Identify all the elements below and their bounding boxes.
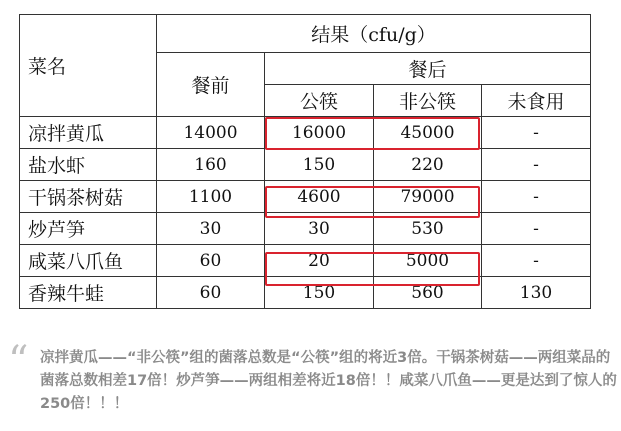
results-table-container xyxy=(19,14,590,315)
dish-name: 凉拌黄瓜 xyxy=(20,117,157,149)
dish-name: 干锅茶树菇 xyxy=(20,181,157,213)
quote-icon: “ xyxy=(8,338,29,384)
before-value: 1100 xyxy=(157,181,265,213)
non-public-value: 560 xyxy=(374,277,482,309)
highlight-box-mushroom xyxy=(265,186,480,218)
before-value: 30 xyxy=(157,213,265,245)
before-value: 60 xyxy=(157,245,265,277)
not-eaten-value: - xyxy=(482,117,591,149)
dish-name: 盐水虾 xyxy=(20,149,157,181)
non-public-value: 79000 xyxy=(374,181,482,213)
public-value: 150 xyxy=(265,149,374,181)
not-eaten-value: - xyxy=(482,149,591,181)
not-eaten-value: - xyxy=(482,245,591,277)
non-public-value: 5000 xyxy=(374,245,482,277)
dish-name: 炒芦笋 xyxy=(20,213,157,245)
non-public-value: 530 xyxy=(374,213,482,245)
highlight-box-cucumber xyxy=(265,117,480,150)
header-row-1 xyxy=(20,15,591,53)
public-value: 30 xyxy=(265,213,374,245)
before-meal-header: 餐前 xyxy=(157,53,265,117)
non-public-chopsticks-header: 非公筷 xyxy=(374,85,482,117)
public-value: 16000 xyxy=(265,117,374,149)
caption-text: 凉拌黄瓜——“非公筷”组的菌落总数是“公筷”组的将近3倍。干锅茶树菇——两组菜品的菌落总数相差17倍！炒芦笋——两组相差将近18倍！！咸菜八爪鱼——更是达到了惊人的250倍！！！ xyxy=(40,350,617,412)
public-chopsticks-header: 公筷 xyxy=(265,85,374,117)
public-value: 20 xyxy=(265,245,374,277)
non-public-value: 220 xyxy=(374,149,482,181)
dish-name: 咸菜八爪鱼 xyxy=(20,245,157,277)
result-header: 结果（cfu/g） xyxy=(157,15,591,53)
table-row xyxy=(20,149,591,181)
not-eaten-value: 130 xyxy=(482,277,591,309)
before-value: 60 xyxy=(157,277,265,309)
not-eaten-value: - xyxy=(482,181,591,213)
public-value: 150 xyxy=(265,277,374,309)
not-eaten-header: 未食用 xyxy=(482,85,591,117)
after-meal-header: 餐后 xyxy=(265,53,591,85)
dish-column-header: 菜名 xyxy=(20,15,157,117)
highlight-box-octopus xyxy=(265,252,480,286)
public-value: 4600 xyxy=(265,181,374,213)
non-public-value: 45000 xyxy=(374,117,482,149)
before-value: 14000 xyxy=(157,117,265,149)
not-eaten-value: - xyxy=(482,213,591,245)
dish-name: 香辣牛蛙 xyxy=(20,277,157,309)
before-value: 160 xyxy=(157,149,265,181)
caption-block xyxy=(8,338,618,416)
